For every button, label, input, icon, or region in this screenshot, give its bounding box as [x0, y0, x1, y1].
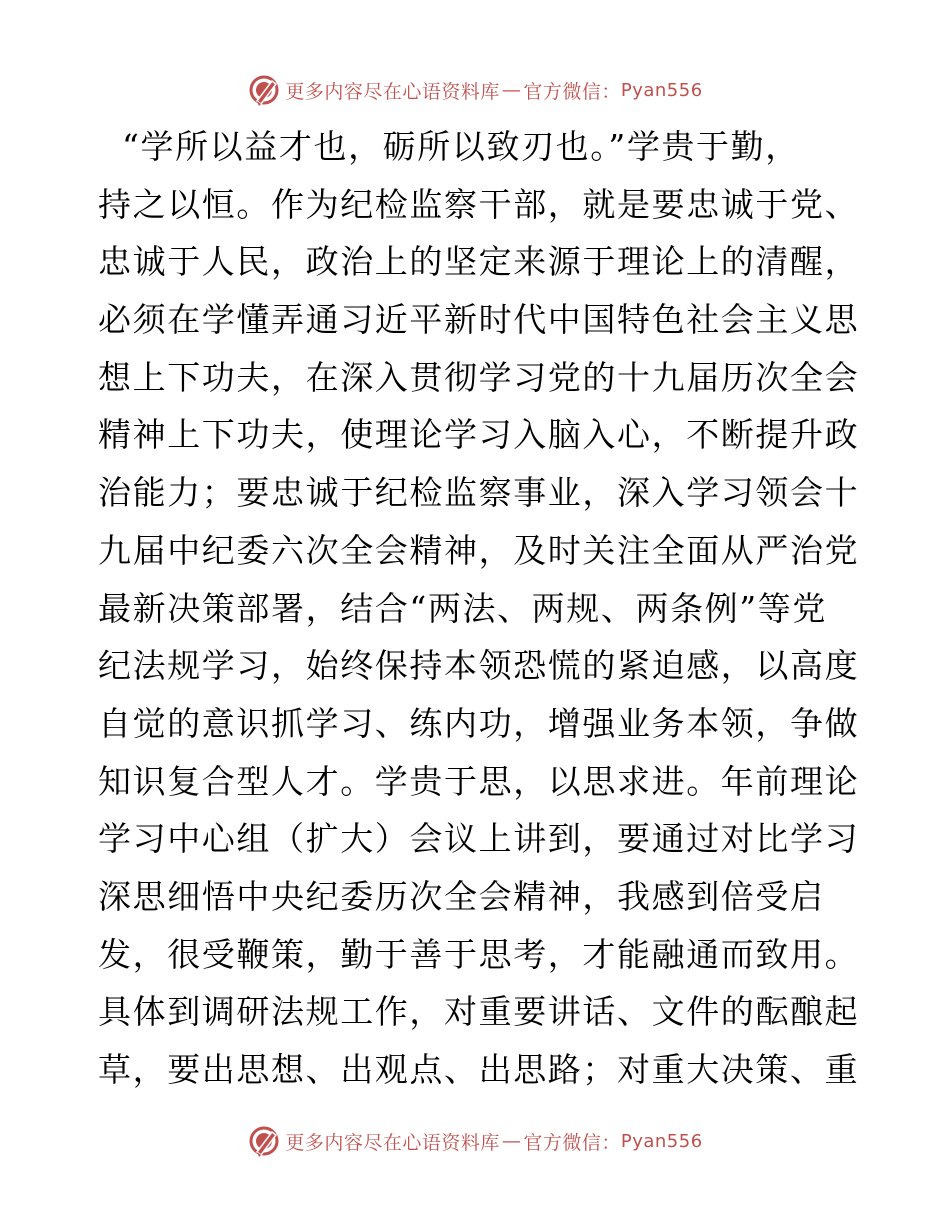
- text-line: 学习中心组（扩大）会议上讲到，要通过对比学习: [98, 819, 860, 859]
- text-line: 纪法规学习，始终保持本领恐慌的紧迫感，以高度: [98, 646, 860, 686]
- text-line: 具体到调研法规工作，对重要讲话、文件的酝酿起: [98, 992, 860, 1032]
- watermark-text: 更多内容尽在心语资料库: [285, 1131, 500, 1154]
- text-line: 最新决策部署，结合“两法、两规、两条例”等党: [98, 588, 827, 628]
- header-watermark: [0, 73, 950, 107]
- pen-logo-icon: [247, 1124, 281, 1158]
- text-line: 必须在学懂弄通习近平新时代中国特色社会主义思: [98, 300, 860, 340]
- watermark-separator: —: [501, 79, 522, 101]
- text-line: “学所以益才也，砺所以致刃也。”学贵于勤，: [122, 127, 800, 166]
- watermark-text: 更多内容尽在心语资料库: [285, 80, 500, 103]
- text-line: 治能力；要忠诚于纪检监察事业，深入学习领会十: [98, 473, 860, 513]
- text-line: 精神上下功夫，使理论学习入脑入心，不断提升政: [98, 415, 860, 455]
- watermark-wechat-label: 官方微信：: [523, 80, 621, 103]
- text-line: 持之以恒。作为纪检监察干部，就是要忠诚于党、: [98, 184, 860, 224]
- watermark-wechat-handle: Pyan556: [620, 79, 703, 101]
- text-line: 知识复合型人才。学贵于思，以思求进。年前理论: [98, 761, 860, 801]
- watermark-separator: —: [501, 1130, 522, 1152]
- watermark-wechat-label: 官方微信：: [523, 1131, 621, 1154]
- text-line: 想上下功夫，在深入贯彻学习党的十九届历次全会: [98, 357, 860, 397]
- text-line: 自觉的意识抓学习、练内功，增强业务本领，争做: [98, 703, 860, 743]
- text-line: 九届中纪委六次全会精神，及时关注全面从严治党: [98, 530, 860, 570]
- footer-watermark: [0, 1124, 950, 1158]
- document-body: [98, 118, 858, 1099]
- text-line: 深思细悟中央纪委历次全会精神，我感到倍受启: [98, 876, 825, 916]
- text-line: 发，很受鞭策，勤于善于思考，才能融通而致用。: [98, 934, 860, 974]
- watermark-wechat-handle: Pyan556: [620, 1130, 703, 1152]
- text-line: 草，要出思想、出观点、出思路；对重大决策、重: [98, 1050, 860, 1089]
- pen-logo-icon: [247, 73, 281, 107]
- text-line: 忠诚于人民，政治上的坚定来源于理论上的清醒，: [98, 242, 860, 282]
